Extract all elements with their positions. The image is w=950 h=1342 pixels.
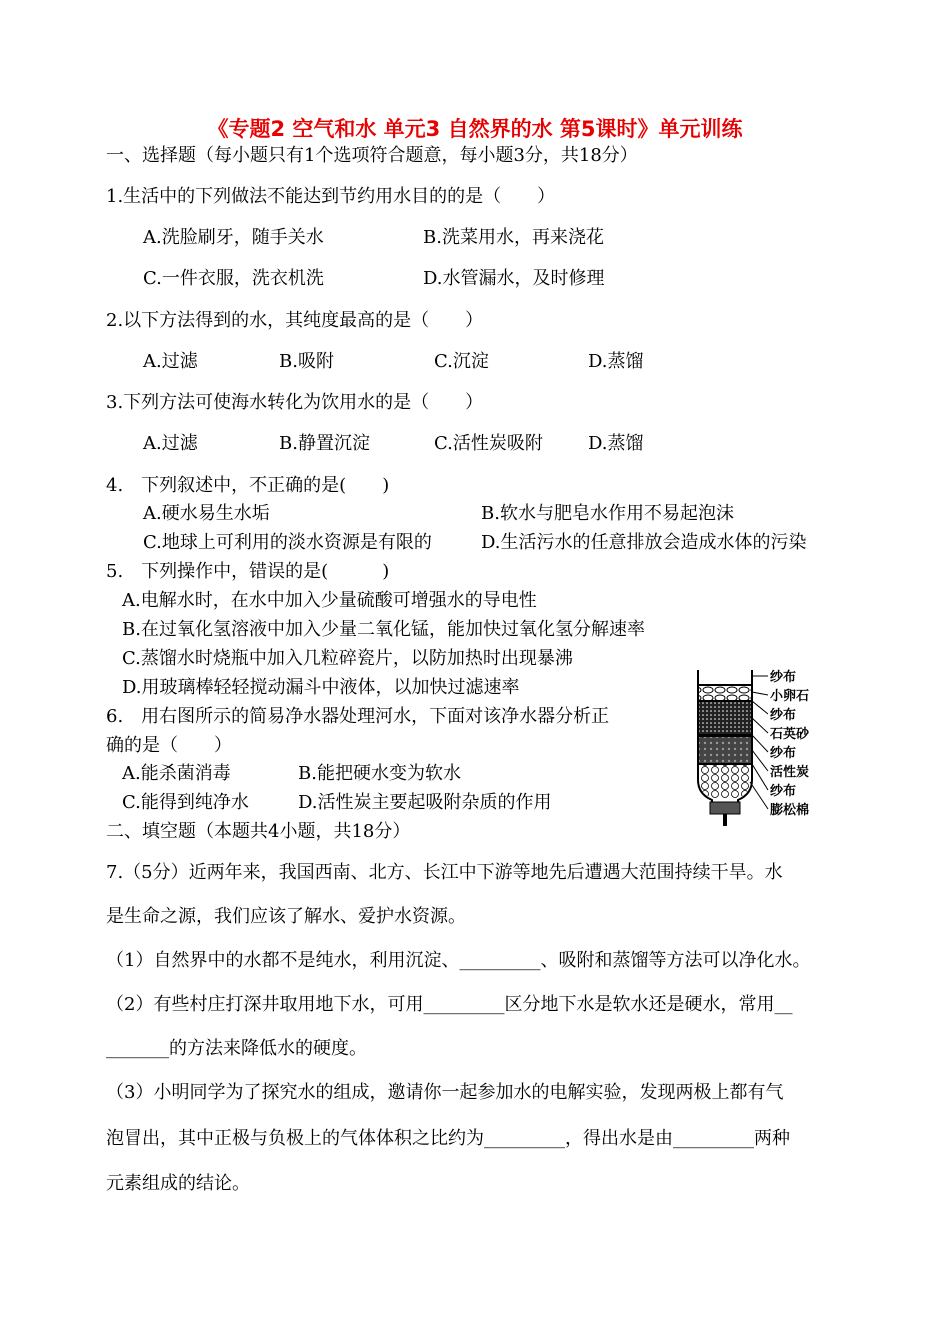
water-filter-figure (690, 662, 830, 832)
question-4-stem: 4. 下列叙述中，不正确的是( ) (106, 475, 390, 496)
question-4-option-a: A.硬水易生水垢 (143, 503, 270, 524)
question-3-option-b: B.静置沉淀 (279, 433, 370, 454)
section-heading-choice: 一、选择题（每小题只有1个选项符合题意，每小题3分，共18分） (106, 145, 638, 166)
question-5-option-c: C.蒸馏水时烧瓶中加入几粒碎瓷片，以防加热时出现暴沸 (122, 648, 573, 669)
question-3-option-d: D.蒸馏 (588, 433, 644, 454)
question-7-line2: 是生命之源，我们应该了解水、爱护水资源。 (106, 906, 466, 927)
question-3-option-a: A.过滤 (143, 433, 198, 454)
figure-label-quartz-sand: 石英砂 (770, 727, 810, 742)
figure-label-gauze-2: 纱布 (770, 708, 797, 723)
figure-label-gauze-1: 纱布 (770, 670, 797, 685)
question-5-option-d: D.用玻璃棒轻轻搅动漏斗中液体，以加快过滤速率 (122, 677, 520, 698)
question-2-option-d: D.蒸馏 (588, 351, 644, 372)
question-2-option-c: C.沉淀 (434, 351, 489, 372)
gauze-layer-2 (699, 700, 751, 702)
question-5-option-a: A.电解水时，在水中加入少量硫酸可增强水的导电性 (122, 590, 537, 611)
question-1-stem: 1.生活中的下列做法不能达到节约用水目的的是（ ） (106, 186, 556, 207)
question-3-option-c: C.活性炭吸附 (434, 433, 543, 454)
question-2-option-b: B.吸附 (279, 351, 334, 372)
figure-label-gauze-3: 纱布 (770, 746, 797, 761)
question-3-stem: 3.下列方法可使海水转化为饮用水的是（ ） (106, 392, 484, 413)
question-7-line1: 7.（5分）近两年来，我国西南、北方、长江中下游等地先后遭遇大范围持续干旱。水 (106, 862, 783, 883)
bottle-cap (710, 802, 740, 814)
question-6-option-b: B.能把硬水变为软水 (298, 763, 461, 784)
question-2-stem: 2.以下方法得到的水，其纯度最高的是（ ） (106, 310, 484, 331)
question-6-option-d: D.活性炭主要起吸附杂质的作用 (298, 792, 552, 813)
question-7-part2-line2: _______的方法来降低水的硬度。 (106, 1038, 367, 1059)
question-1-option-c: C.一件衣服，洗衣机洗 (143, 268, 324, 289)
question-7-part3-line2: 泡冒出，其中正极与负极上的气体体积之比约为_________，得出水是由_________两种 (106, 1128, 790, 1149)
question-1-option-a: A.洗脸刷牙，随手关水 (143, 227, 324, 248)
question-7-part3-line3: 元素组成的结论。 (106, 1173, 250, 1194)
figure-label-cotton: 膨松棉 (770, 803, 810, 818)
question-7-part1: （1）自然界中的水都不是纯水，利用沉淀、_________、吸附和蒸馏等方法可以净化水。 (106, 950, 811, 971)
question-4-option-b: B.软水与肥皂水作用不易起泡沫 (481, 503, 734, 524)
gauze-layer-1 (699, 684, 751, 686)
cotton-layer (699, 765, 751, 798)
question-1-option-d: D.水管漏水，及时修理 (423, 268, 605, 289)
question-4-option-d: D.生活污水的任意排放会造成水体的污染 (481, 532, 807, 553)
gauze-layer-4 (699, 763, 751, 765)
question-6-stem-line2: 确的是（ ） (106, 735, 232, 756)
quartz-sand-layer (699, 702, 751, 734)
figure-label-pebbles: 小卵石 (770, 689, 810, 704)
section-heading-fill: 二、填空题（本题共4小题，共18分） (106, 821, 411, 842)
outlet-tube (723, 814, 727, 826)
question-5-option-b: B.在过氧化氢溶液中加入少量二氧化锰，能加快过氧化氢分解速率 (122, 619, 645, 640)
question-2-option-a: A.过滤 (143, 351, 198, 372)
figure-label-activated-carbon: 活性炭 (770, 765, 810, 780)
question-6-option-a: A.能杀菌消毒 (122, 763, 231, 784)
question-6-stem-line1: 6. 用右图所示的简易净水器处理河水，下面对该净水器分析正 (106, 706, 610, 727)
question-6-option-c: C.能得到纯净水 (122, 792, 249, 813)
question-1-option-b: B.洗菜用水，再来浇花 (423, 227, 604, 248)
question-4-option-c: C.地球上可利用的淡水资源是有限的 (143, 532, 432, 553)
question-7-part3-line1: （3）小明同学为了探究水的组成，邀请你一起参加水的电解实验，发现两极上都有气 (106, 1082, 784, 1103)
figure-label-gauze-4: 纱布 (770, 784, 797, 799)
activated-carbon-layer (699, 737, 751, 763)
gauze-layer-3 (699, 734, 751, 737)
question-5-stem: 5. 下列操作中，错误的是( ) (106, 561, 390, 582)
page-title: 《专题2 空气和水 单元3 自然界的水 第5课时》单元训练 (207, 117, 743, 141)
question-7-part2-line1: （2）有些村庄打深井取用地下水，可用_________区分地下水是软水还是硬水，常用__ (106, 994, 793, 1015)
pebble-layer (699, 686, 751, 700)
